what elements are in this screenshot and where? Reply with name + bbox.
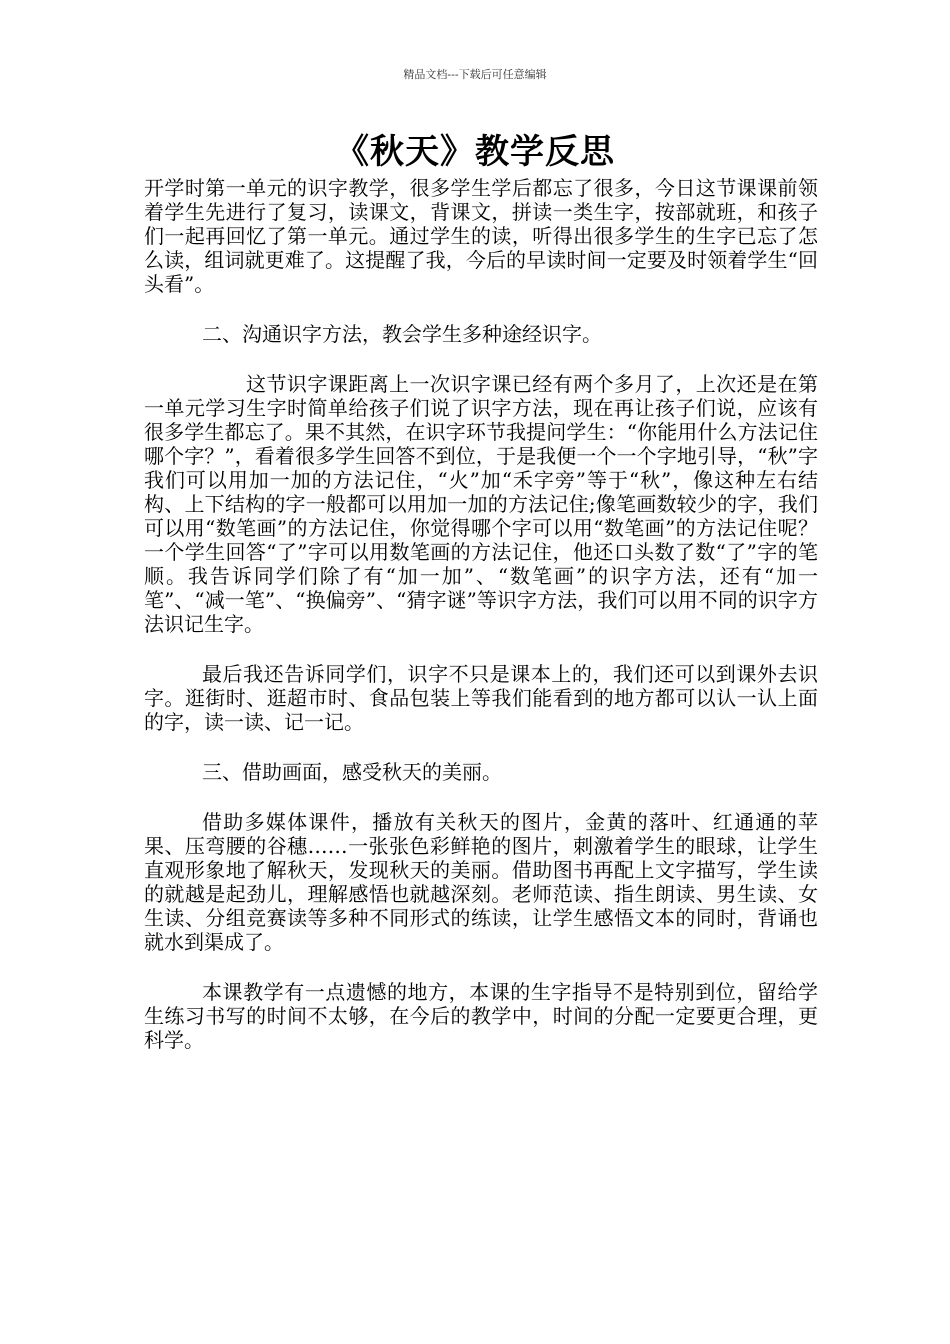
- document-body: [144, 176, 818, 1052]
- section-heading-autumn-beauty: 三、借助画面，感受秋天的美丽。: [202, 760, 502, 784]
- section-heading-literacy-methods: 二、沟通识字方法，教会学生多种途经识字。: [202, 322, 602, 346]
- paragraph-literacy-methods: 这节识字课距离上一次识字课已经有两个多月了，上次还是在第一单元学习生字时简单给孩子们说了识字方法，现在再让孩子们说，应该有很多学生都忘了。果不其然，在识字环节我提问学生：“你能用什么方法记住哪个字？”，看着很多学生回答不到位，于是我便一个一个字地引导，“秋”字我们可以用加一加的方法记住，“火”加“禾字旁”等于“秋”，像这种左右结构、上下结构的字一般都可以用加一加的方法记住;像笔画数较少的字，我们可以用“数笔画”的方法记住，你觉得哪个字可以用“数笔画”的方法记住呢？一个学生回答“了”字可以用数笔画的方法记住，他还口头数了数“了”字的笔顺。我告诉同学们除了有“加一加”、“数笔画”的识字方法，还有“加一笔”、“减一笔”、“换偏旁”、“猜字谜”等识字方法，我们可以用不同的识字方法识记生字。: [144, 372, 818, 636]
- header-note: 精品文档---下载后可任意编辑: [403, 68, 547, 81]
- paragraph-multimedia: 借助多媒体课件，播放有关秋天的图片，金黄的落叶、红通通的苹果、压弯腰的谷穗……一张张色彩鲜艳的图片，刺激着学生的眼球，让学生直观形象地了解秋天，发现秋天的美丽。借助图书再配上文字描写，学生读的就越是起劲儿，理解感悟也就越深刻。老师范读、指生朗读、男生读、女生读、分组竞赛读等多种不同形式的练读，让学生感悟文本的同时，背诵也就水到渠成了。: [144, 810, 818, 954]
- paragraph-review: 开学时第一单元的识字教学，很多学生学后都忘了很多，今日这节课课前领着学生先进行了复习，读课文，背课文，拼读一类生字，按部就班，和孩子们一起再回忆了第一单元。通过学生的读，听得出很多学生的生字已忘了怎么读，组词就更难了。这提醒了我，今后的早读时间一定要及时领着学生“回头看”。: [144, 176, 818, 296]
- paragraph-regret: 本课教学有一点遗憾的地方，本课的生字指导不是特别到位，留给学生练习书写的时间不太够，在今后的教学中，时间的分配一定要更合理，更科学。: [144, 980, 818, 1052]
- paragraph-outside-literacy: 最后我还告诉同学们，识字不只是课本上的，我们还可以到课外去识字。逛街时、逛超市时、食品包装上等我们能看到的地方都可以认一认上面的字，读一读、记一记。: [144, 662, 818, 734]
- document-title: 《秋天》教学反思: [335, 132, 615, 172]
